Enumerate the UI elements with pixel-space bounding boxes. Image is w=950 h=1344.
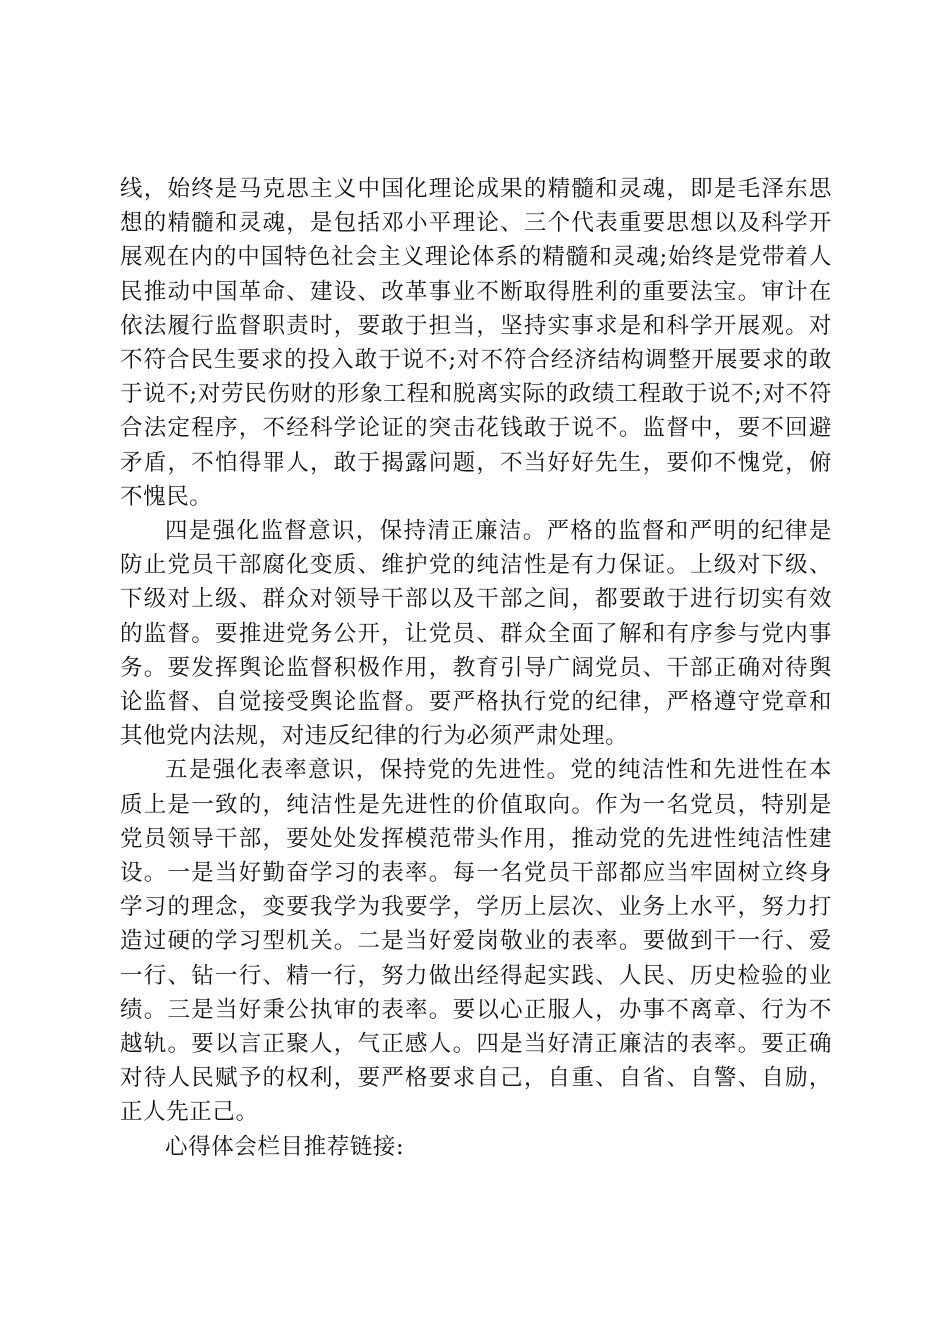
paragraph-2: 四是强化监督意识，保持清正廉洁。严格的监督和严明的纪律是防止党员干部腐化变质、维护党的纯洁性是有力保证。上级对下级、下级对上级、群众对领导干部以及干部之间，都要敢于进行切实有效的监督。要推进党务公开，让党员、群众全面了解和有序参与党内事务。要发挥舆论监督积极作用，教育引导广阔党员、干部正确对待舆论监督、自觉接受舆论监督。要严格执行党的纪律，严格遵守党章和其他党内法规，对违反纪律的行为必须严肃处理。 [120,518,832,750]
paragraph-1: 线，始终是马克思主义中国化理论成果的精髓和灵魂，即是毛泽东思想的精髓和灵魂，是包括邓小平理论、三个代表重要思想以及科学开展观在内的中国特色社会主义理论体系的精髓和灵魂;始终是党带着人民推动中国革命、建设、改革事业不断取得胜利的重要法宝。审计在依法履行监督职责时，要敢于担当，坚持实事求是和科学开展观。对不符合民生要求的投入敢于说不;对不符合经济结构调整开展要求的敢于说不;对劳民伤财的形象工程和脱离实际的政绩工程敢于说不;对不符合法定程序，不经科学论证的突击花钱敢于说不。监督中，要不回避矛盾，不怕得罪人，敢于揭露问题，不当好好先生，要仰不愧党，俯不愧民。 [120,176,832,510]
document-body [120,172,832,1164]
paragraph-3: 五是强化表率意识，保持党的先进性。党的纯洁性和先进性在本质上是一致的，纯洁性是先进性的价值取向。作为一名党员，特别是党员领导干部，要处处发挥模范带头作用，推动党的先进性纯洁性建设。一是当好勤奋学习的表率。每一名党员干部都应当牢固树立终身学习的理念，变要我学为我要学，学历上层次、业务上水平，努力打造过硬的学习型机关。二是当好爱岗敬业的表率。要做到干一行、爱一行、钻一行、精一行，努力做出经得起实践、人民、历史检验的业绩。三是当好秉公执审的表率。要以心正服人，办事不离章、行为不越轨。要以言正聚人，气正感人。四是当好清正廉洁的表率。要正确对待人民赋予的权利，要严格要求自己，自重、自省、自警、自励，正人先正己。 [120,757,832,1126]
paragraph-4-links-heading: 心得体会栏目推荐链接: [165,1133,405,1160]
